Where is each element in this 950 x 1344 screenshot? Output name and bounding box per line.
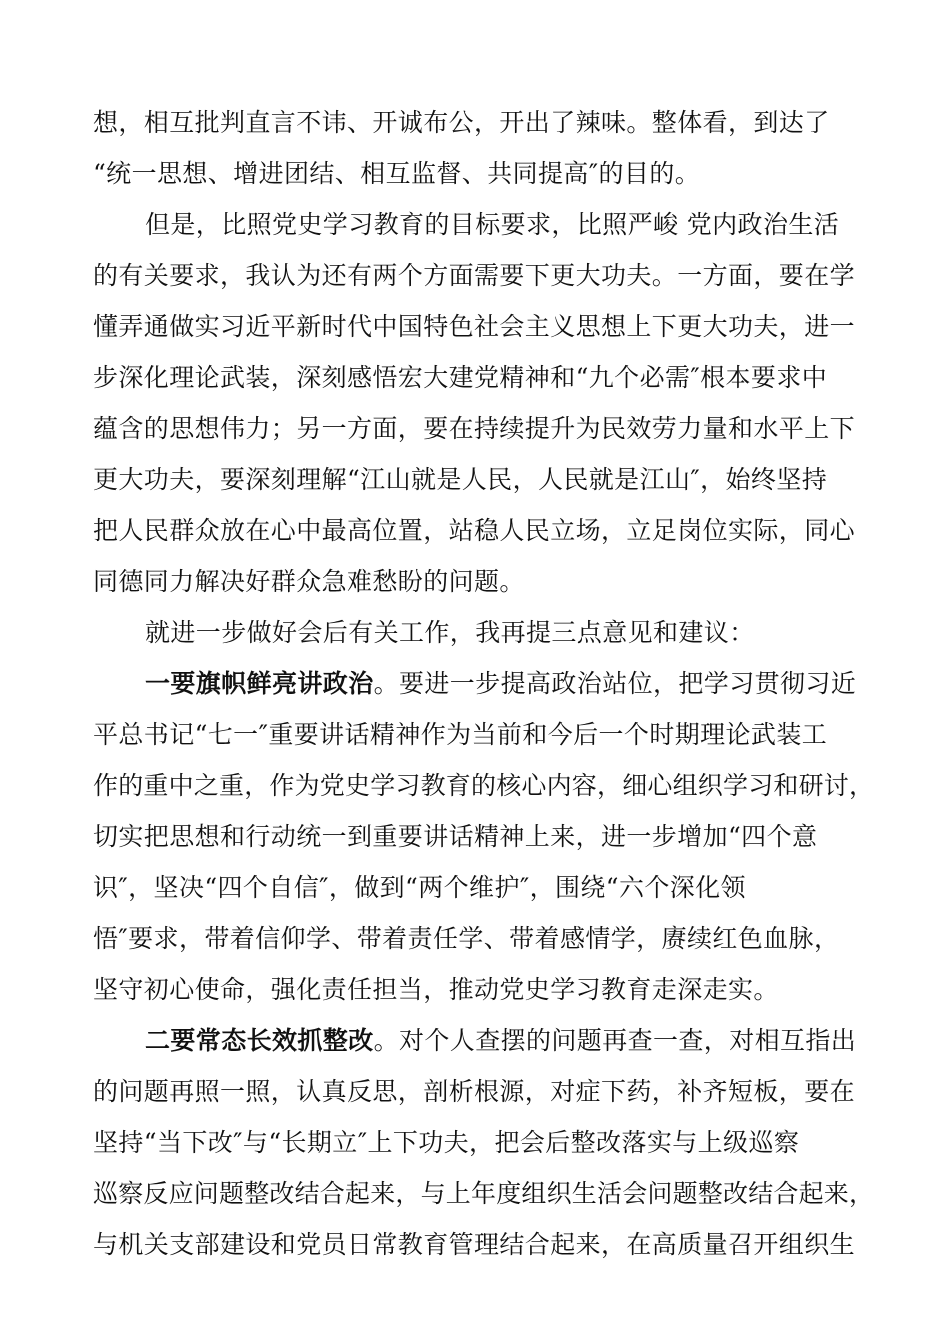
body-line: 把人民群众放在心中最高位置，站稳人民立场，立足岗位实际，同心 bbox=[93, 516, 856, 545]
body-line: 蕴含的思想伟力；另一方面，要在持续提升为民效劳力量和水平上下 bbox=[93, 414, 856, 443]
body-line: 想，相互批判直言不讳、开诚布公，开出了辣味。整体看，到达了 bbox=[93, 108, 830, 137]
section-heading: 一要旗帜鲜亮讲政治 bbox=[145, 669, 374, 698]
body-line: 懂弄通做实习近平新时代中国特色社会主义思想上下更大功夫，进一 bbox=[93, 312, 856, 341]
body-line: 平总书记“七一″重要讲话精神作为当前和今后一个时期理论武装工 bbox=[93, 720, 828, 749]
body-line: 坚守初心使命，强化责任担当，推动党史学习教育走深走实。 bbox=[93, 975, 779, 1004]
paragraph-first-line: 就进一步做好会后有关工作，我再提三点意见和建议： bbox=[145, 618, 755, 647]
body-line: 同德同力解决好群众急难愁盼的问题。 bbox=[93, 567, 525, 596]
body-line: 悟″要求，带着信仰学、带着责任学、带着感情学，赓续红色血脉， bbox=[93, 924, 840, 953]
body-line: “统一思想、增进团结、相互监督、共同提高″的目的。 bbox=[93, 159, 701, 188]
body-line: 作的重中之重，作为党史学习教育的核心内容，细心组织学习和研讨， bbox=[93, 771, 875, 800]
paragraph-first-line: 但是，比照党史学习教育的目标要求，比照严峻 党内政治生活 bbox=[145, 210, 840, 239]
body-line: 步深化理论武装，深刻感悟宏大建党精神和“九个必需″根本要求中 bbox=[93, 363, 828, 392]
body-line: 巡察反应问题整改结合起来，与上年度组织生活会问题整改结合起来， bbox=[93, 1179, 875, 1208]
body-line: 坚持“当下改″与“长期立″上下功夫，把会后整改落实与上级巡察 bbox=[93, 1128, 800, 1157]
paragraph-first-line: 二要常态长效抓整改。对个人查摆的问题再查一查，对相互指出 bbox=[145, 1026, 857, 1055]
body-line: 的问题再照一照，认真反思，剖析根源，对症下药，补齐短板，要在 bbox=[93, 1077, 856, 1106]
body-line: 切实把思想和行动统一到重要讲话精神上来，进一步增加“四个意 bbox=[93, 822, 818, 851]
body-line: 的有关要求，我认为还有两个方面需要下更大功夫。一方面，要在学 bbox=[93, 261, 856, 290]
paragraph-first-line: 一要旗帜鲜亮讲政治。要进一步提高政治站位，把学习贯彻习近 bbox=[145, 669, 857, 698]
body-line: 识″，坚决“四个自信″，做到“两个维护″，围绕“六个深化领 bbox=[93, 873, 746, 902]
body-line: 更大功夫，要深刻理解“江山就是人民，人民就是江山″，始终坚持 bbox=[93, 465, 828, 494]
body-line: 与机关支部建设和党员日常教育管理结合起来，在高质量召开组织生 bbox=[93, 1230, 856, 1259]
section-heading: 二要常态长效抓整改 bbox=[145, 1026, 374, 1055]
